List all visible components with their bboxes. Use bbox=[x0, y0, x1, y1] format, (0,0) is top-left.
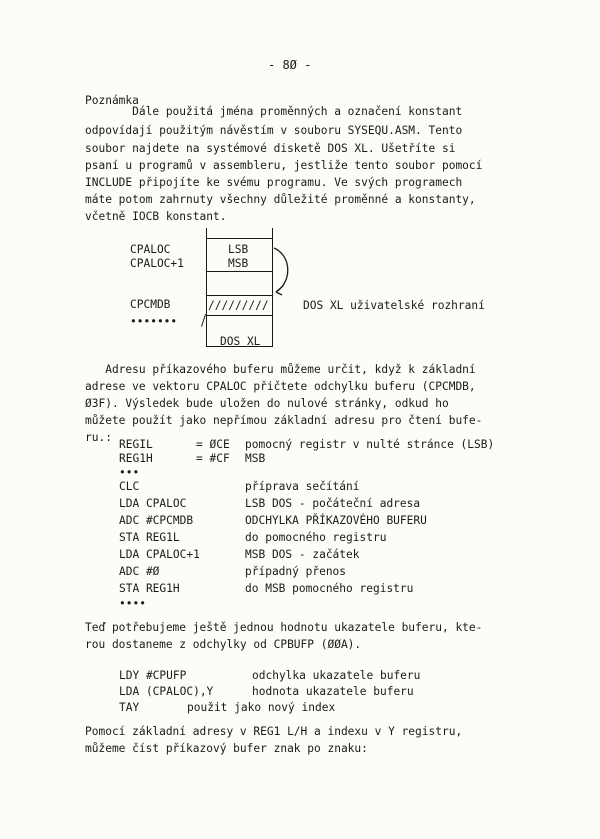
label-cpcmdb: CPCMDB bbox=[130, 298, 171, 311]
text-line: Adresu příkazového buferu můžeme určit, když k základní bbox=[85, 363, 476, 376]
text-line: včetně IOCB konstant. bbox=[85, 210, 227, 223]
text-line: Pomocí základní adresy v REG1 L/H a indexu v Y registru, bbox=[85, 725, 463, 738]
code-label: LDA CPALOC bbox=[119, 497, 187, 510]
label-dots: ••••••• bbox=[130, 315, 178, 328]
code-label: TAY bbox=[119, 701, 140, 714]
code-operand: = #CF bbox=[196, 452, 230, 465]
text-line: odpovídají použitým návěstím v souboru SYSEQU.ASM. Tento bbox=[85, 124, 463, 137]
code-comment: LSB DOS - počáteční adresa bbox=[245, 497, 421, 510]
code-label: REG1H bbox=[119, 452, 153, 465]
cell-hatch-text: ///////// bbox=[208, 299, 269, 312]
code-comment: do pomocného registru bbox=[245, 531, 387, 544]
text-line: rou dostaneme z odchylky od CPBUFP (ØØA). bbox=[85, 638, 362, 651]
pointer-arrow-icon bbox=[270, 242, 300, 302]
code-comment: MSB DOS - začátek bbox=[245, 548, 360, 561]
code-comment: ODCHYLKA PŘÍKAZOVÉHO BUFERU bbox=[245, 514, 427, 527]
text-line: můžeme číst příkazový bufer znak po znaku: bbox=[85, 742, 368, 755]
text-line: Ø3F). Výsledek bude uložen do nulové stránky, odkud ho bbox=[85, 397, 449, 410]
text-line: Teď potřebujeme ještě jednou hodnotu ukazatele buferu, kte- bbox=[85, 621, 483, 634]
code-label: STA REG1H bbox=[119, 582, 180, 595]
label-cpaloc1: CPALOC+1 bbox=[130, 257, 184, 270]
heading: Poznámka bbox=[85, 94, 139, 107]
page-number: - 8Ø - bbox=[268, 58, 312, 72]
side-note: DOS XL uživatelské rozhraní bbox=[303, 299, 485, 312]
text-line: psaní u programů v assembleru, jestliže tento soubor pomocí bbox=[85, 159, 483, 172]
text-line: adrese ve vektoru CPALOC přičtete odchylku buferu (CPCMDB, bbox=[85, 380, 476, 393]
cell-lsb: LSB bbox=[228, 243, 249, 256]
code-comment: příprava sečítání bbox=[245, 480, 360, 493]
code-label: ••• bbox=[119, 466, 140, 479]
memory-top-line bbox=[206, 228, 207, 238]
code-label: LDY #CPUFP bbox=[119, 669, 187, 682]
cell-gap bbox=[206, 271, 273, 296]
code-label: •••• bbox=[119, 597, 146, 610]
code-operand: = ØCE bbox=[196, 438, 230, 451]
code-label: LDA CPALOC+1 bbox=[119, 548, 200, 561]
cell-dosxl-text: DOS XL bbox=[220, 335, 261, 348]
text-line: máte potom zahrnuty všechny důležité proměnné a konstanty, bbox=[85, 193, 476, 206]
text-line: ru.: bbox=[85, 431, 112, 444]
text-line: Dále použitá jména proměnných a označení konstant bbox=[85, 105, 463, 118]
text-line: můžete použít jako nepřímou základní adresu pro čtení bufe- bbox=[85, 414, 483, 427]
code-label: CLC bbox=[119, 480, 140, 493]
code-comment: do MSB pomocného registru bbox=[245, 582, 414, 595]
code-comment: odchylka ukazatele buferu bbox=[252, 669, 421, 682]
text-line: soubor najdete na systémové disketě DOS XL. Ušetříte si bbox=[85, 142, 456, 155]
code-comment: pomocný registr v nulté stránce (LSB) bbox=[245, 438, 495, 451]
code-comment: hodnota ukazatele buferu bbox=[252, 685, 414, 698]
code-label: ADC #CPCMDB bbox=[119, 514, 194, 527]
code-comment: MSB bbox=[245, 452, 266, 465]
code-label: LDA (CPALOC),Y bbox=[119, 685, 214, 698]
code-label: ADC #Ø bbox=[119, 565, 160, 578]
cell-msb: MSB bbox=[228, 257, 249, 270]
code-comment: použit jako nový index bbox=[187, 701, 336, 714]
code-comment: případný přenos bbox=[245, 565, 347, 578]
label-cpaloc: CPALOC bbox=[130, 243, 171, 256]
code-label: STA REG1L bbox=[119, 531, 180, 544]
memory-top-line bbox=[272, 228, 273, 238]
text-line: INCLUDE připojíte ke svému programu. Ve svých programech bbox=[85, 176, 463, 189]
code-label: REGIL bbox=[119, 438, 153, 451]
